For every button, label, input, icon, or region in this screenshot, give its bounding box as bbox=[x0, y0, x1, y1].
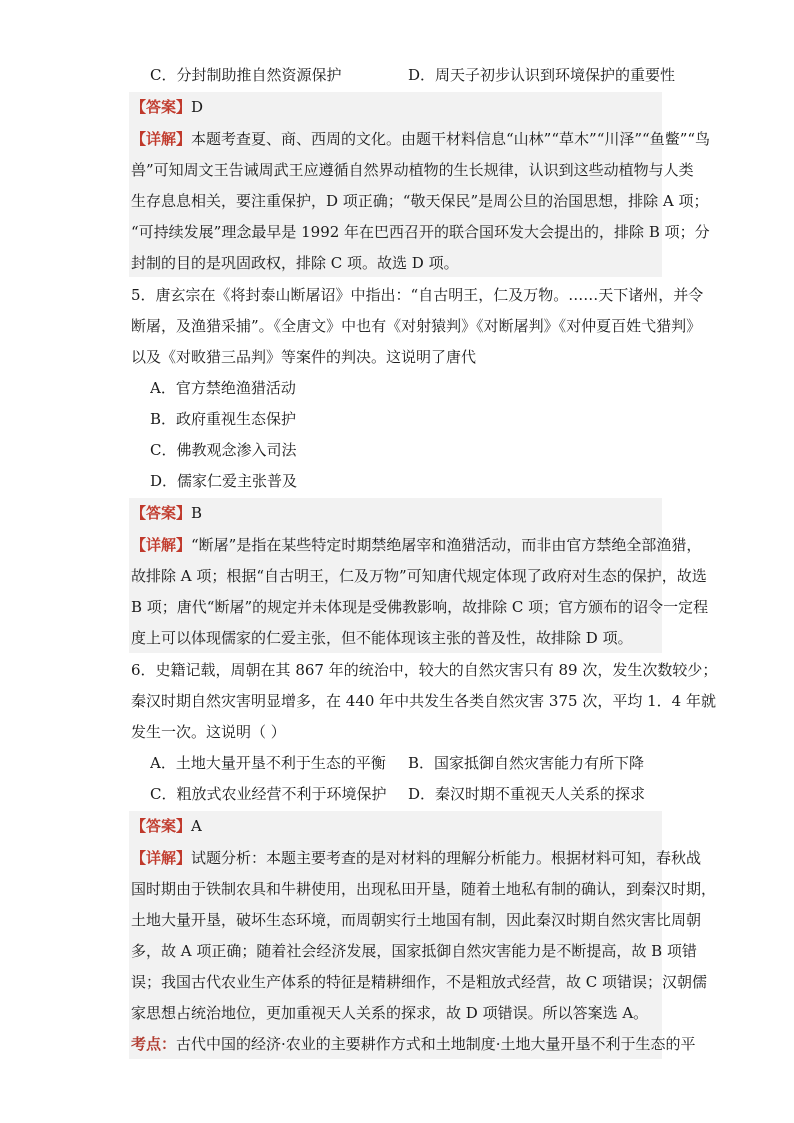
q5-option-d: D．儒家仁爱主张普及 bbox=[150, 472, 298, 490]
q6-option-d: D．秦汉时期不重视天人关系的探求 bbox=[408, 785, 646, 803]
detail-text: 本题考查夏、商、西周的文化。由题干材料信息“山林”“草木”“川泽”“鱼鳖”“鸟 bbox=[191, 130, 711, 148]
q6-detail-line bbox=[131, 843, 701, 874]
detail-tag: 【详解】 bbox=[131, 849, 192, 867]
q5-detail-line: 故排除 A 项；根据“自古明王，仁及万物”可知唐代规定体现了政府对生态的保护，故选 bbox=[131, 567, 707, 585]
q6-stem-line: 发生一次。这说明（ ） bbox=[131, 723, 286, 741]
q6-detail-line: 家思想占统治地位，更加重视天人关系的探求，故 D 项错误。所以答案选 A。 bbox=[131, 1004, 649, 1022]
q5-option-a: A．官方禁绝渔猎活动 bbox=[150, 379, 296, 397]
q6-answer-line bbox=[131, 811, 202, 842]
q6-detail-line: 多，故 A 项正确；随着社会经济发展，国家抵御自然灾害能力是不断提高，故 B 项错 bbox=[131, 942, 697, 960]
detail-tag: 【详解】 bbox=[131, 130, 192, 148]
q4-detail-line: 兽”可知周文王告诫周武王应遵循自然界动植物的生长规律，认识到这些动植物与人类 bbox=[131, 161, 694, 179]
detail-tag: 【详解】 bbox=[131, 536, 192, 554]
q6-detail-line: 误；我国古代农业生产体系的特征是精耕细作，不是粗放式经营，故 C 项错误；汉朝儒 bbox=[131, 973, 708, 991]
detail-text: 试题分析：本题主要考查的是对材料的理解分析能力。根据材料可知，春秋战 bbox=[191, 849, 702, 867]
detail-text: “断屠”是指在某些特定时期禁绝屠宰和渔猎活动，而非由官方禁绝全部渔猎， bbox=[191, 536, 702, 554]
q4-detail-line: 封制的目的是巩固政权，排除 C 项。故选 D 项。 bbox=[131, 254, 459, 272]
answer-tag: 【答案】 bbox=[131, 98, 192, 116]
q6-option-a: A．土地大量开垦不利于生态的平衡 bbox=[150, 754, 386, 772]
q6-stem-line: 6．史籍记载，周朝在其 867 年的统治中，较大的自然灾害只有 89 次，发生次数较少； bbox=[131, 661, 718, 679]
q5-stem-line: 5．唐玄宗在《将封泰山断屠诏》中指出：“自古明王，仁及万物。……天下诸州，并令 bbox=[131, 286, 704, 304]
q5-option-c: C．佛教观念渗入司法 bbox=[150, 441, 297, 459]
q5-option-b: B．政府重视生态保护 bbox=[150, 410, 297, 428]
q4-option-d: D．周天子初步认识到环境保护的重要性 bbox=[408, 66, 676, 84]
q6-stem-line: 秦汉时期自然灾害明显增多，在 440 年中共发生各类自然灾害 375 次，平均 1．4 年就 bbox=[131, 692, 716, 710]
q5-stem-line: 以及《对畋猎三品判》等案件的判决。这说明了唐代 bbox=[131, 348, 477, 366]
answer-value: B bbox=[191, 504, 203, 522]
answer-tag: 【答案】 bbox=[131, 504, 192, 522]
q5-detail-line: 度上可以体现儒家的仁爱主张，但不能体现该主张的普及性，故排除 D 项。 bbox=[131, 629, 633, 647]
answer-tag: 【答案】 bbox=[131, 817, 192, 835]
answer-value: D bbox=[191, 98, 204, 116]
q4-detail-line bbox=[131, 124, 710, 155]
kaodian-text: 古代中国的经济·农业的主要耕作方式和土地制度·土地大量开垦不利于生态的平 bbox=[176, 1035, 696, 1053]
q5-detail-line: B 项；唐代“断屠”的规定并未体现是受佛教影响，故排除 C 项；官方颁布的诏令一定程 bbox=[131, 598, 709, 616]
q5-stem-line: 断屠，及渔猎采捕”。《全唐文》中也有《对射猿判》《对断屠判》《对仲夏百姓弋猎判》 bbox=[131, 317, 702, 335]
q4-option-c: C．分封制助推自然资源保护 bbox=[150, 66, 342, 84]
q6-detail-line: 国时期由于铁制农具和牛耕使用，出现私田开垦，随着土地私有制的确认，到秦汉时期， bbox=[131, 880, 717, 898]
q4-detail-line: “可持续发展”理念最早是 1992 年在巴西召开的联合国环发大会提出的，排除 B 项；分 bbox=[131, 223, 710, 241]
q4-detail-line: 生存息息相关，要注重保护，D 项正确；“敬天保民”是周公旦的治国思想，排除 A 项； bbox=[131, 192, 709, 210]
q6-option-c: C．粗放式农业经营不利于环境保护 bbox=[150, 785, 387, 803]
q6-kaodian-line bbox=[131, 1029, 696, 1060]
q5-answer-line bbox=[131, 498, 202, 529]
answer-value: A bbox=[191, 817, 202, 835]
q4-answer-line bbox=[131, 92, 203, 123]
q5-detail-line bbox=[131, 530, 701, 561]
kaodian-tag: 考点： bbox=[131, 1035, 177, 1053]
q6-option-b: B．国家抵御自然灾害能力有所下降 bbox=[408, 754, 645, 772]
q6-detail-line: 土地大量开垦，破坏生态环境，而周朝实行土地国有制，因此秦汉时期自然灾害比周朝 bbox=[131, 911, 702, 929]
